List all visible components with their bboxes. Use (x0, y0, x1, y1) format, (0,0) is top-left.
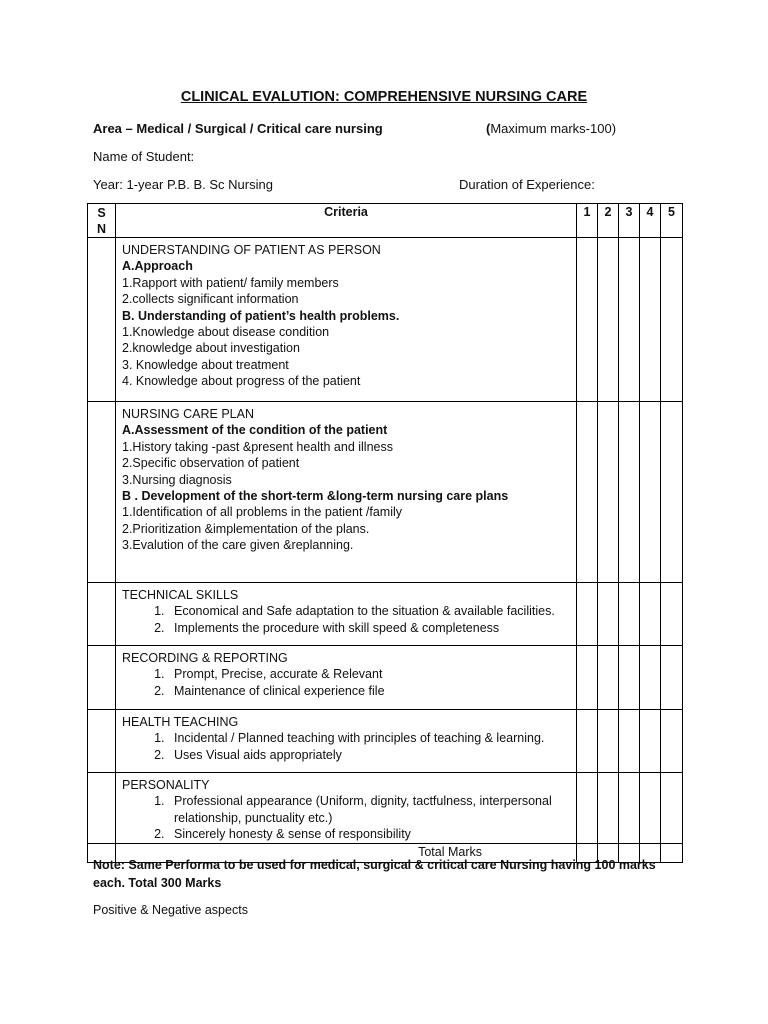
table-row (88, 773, 683, 844)
sn-cell (88, 773, 116, 844)
section-heading: NURSING CARE PLAN (122, 407, 254, 421)
criteria-header: Criteria (116, 204, 577, 238)
score-cell[interactable] (577, 646, 598, 710)
criteria-cell-health-teaching (116, 710, 577, 773)
score-cell[interactable] (640, 402, 661, 583)
subheading: B. Understanding of patient’s health problems. (122, 308, 400, 323)
criteria-item: 1. Incidental / Planned teaching with principles of teaching & learning. (168, 730, 570, 746)
score-cell[interactable] (619, 773, 640, 844)
score-header-1: 1 (577, 204, 598, 238)
score-header-4: 4 (640, 204, 661, 238)
score-cell[interactable] (598, 402, 619, 583)
score-cell[interactable] (661, 843, 683, 862)
score-cell[interactable] (598, 646, 619, 710)
criteria-item: 2. Uses Visual aids appropriately (168, 747, 570, 763)
sn-header: S N (88, 204, 116, 238)
criteria-cell-understanding (116, 238, 577, 402)
table-row (88, 238, 683, 402)
score-cell[interactable] (640, 583, 661, 646)
sn-cell (88, 710, 116, 773)
year-label: Year: 1-year P.B. B. Sc Nursing (93, 177, 273, 192)
score-cell[interactable] (661, 402, 683, 583)
criteria-item: 2.knowledge about investigation (122, 341, 300, 356)
score-cell[interactable] (598, 583, 619, 646)
criteria-item: 2. Sincerely honesty & sense of responsibility (168, 826, 570, 842)
subheading: A.Approach (122, 259, 193, 274)
criteria-item: 4. Knowledge about progress of the patient (122, 374, 361, 389)
section-heading: UNDERSTANDING OF PATIENT AS PERSON (122, 243, 381, 257)
score-cell[interactable] (661, 773, 683, 844)
criteria-item: 3.Evalution of the care given &replanning. (122, 538, 354, 553)
area-label: Area – Medical / Surgical / Critical care nursing (93, 121, 383, 136)
criteria-item: 2.Prioritization &implementation of the plans. (122, 521, 370, 536)
table-row (88, 710, 683, 773)
section-heading: HEALTH TEACHING (122, 715, 239, 729)
score-cell[interactable] (661, 710, 683, 773)
criteria-item: 2. Maintenance of clinical experience file (168, 683, 570, 699)
sn-cell (88, 402, 116, 583)
criteria-item: 1. Economical and Safe adaptation to the situation & available facilities. (168, 603, 570, 619)
criteria-item: 2. Implements the procedure with skill speed & completeness (168, 620, 570, 636)
score-cell[interactable] (598, 238, 619, 402)
criteria-item: 3. Knowledge about treatment (122, 357, 289, 372)
criteria-cell-recording (116, 646, 577, 710)
score-cell[interactable] (640, 646, 661, 710)
section-heading: PERSONALITY (122, 778, 210, 792)
table-row (88, 402, 683, 583)
score-cell[interactable] (577, 402, 598, 583)
section-heading: TECHNICAL SKILLS (122, 588, 239, 602)
page-title: CLINICAL EVALUTION: COMPREHENSIVE NURSING CARE (180, 89, 588, 105)
score-cell[interactable] (598, 773, 619, 844)
score-cell[interactable] (619, 710, 640, 773)
score-cell[interactable] (619, 402, 640, 583)
criteria-item: 2.collects significant information (122, 292, 299, 307)
score-cell[interactable] (619, 238, 640, 402)
criteria-item: 1.Identification of all problems in the patient /family (122, 505, 403, 520)
max-marks-paren: ( (486, 121, 491, 136)
criteria-item: 3.Nursing diagnosis (122, 472, 232, 487)
score-cell[interactable] (619, 583, 640, 646)
score-cell[interactable] (598, 710, 619, 773)
max-marks-text: Maximum marks-100) (490, 121, 617, 136)
evaluation-table (87, 203, 683, 863)
score-cell[interactable] (640, 710, 661, 773)
table-header-row (88, 204, 683, 238)
score-header-3: 3 (619, 204, 640, 238)
criteria-item: 1.Knowledge about disease condition (122, 325, 330, 340)
subheading: B . Development of the short-term &long-term nursing care plans (122, 489, 509, 504)
max-marks (486, 121, 616, 136)
sn-cell (88, 583, 116, 646)
criteria-item: 1.Rapport with patient/ family members (122, 275, 339, 290)
score-cell[interactable] (640, 238, 661, 402)
area-line (93, 121, 383, 136)
criteria-cell-care-plan (116, 402, 577, 583)
criteria-item: 1.History taking -past &present health and illness (122, 439, 393, 454)
score-cell[interactable] (640, 773, 661, 844)
score-cell[interactable] (661, 583, 683, 646)
criteria-item: 2.Specific observation of patient (122, 456, 300, 471)
student-name-label: Name of Student: (93, 149, 195, 164)
score-cell[interactable] (577, 583, 598, 646)
score-header-5: 5 (661, 204, 683, 238)
table-row (88, 646, 683, 710)
sn-cell (88, 646, 116, 710)
criteria-item: 1. Prompt, Precise, accurate & Relevant (168, 666, 570, 682)
total-marks-label: Total Marks (116, 843, 577, 862)
score-cell[interactable] (619, 646, 640, 710)
criteria-cell-technical-skills (116, 583, 577, 646)
score-cell[interactable] (577, 238, 598, 402)
score-cell[interactable] (577, 773, 598, 844)
score-cell[interactable] (661, 238, 683, 402)
criteria-cell-personality (116, 773, 577, 844)
sn-cell (88, 238, 116, 402)
note-text: Note: Same Performa to be used for medical, surgical & critical care Nursing having 100 marks each. Total 300 Marks (93, 858, 656, 890)
table-row (88, 583, 683, 646)
criteria-item: 1. Professional appearance (Uniform, dignity, tactfulness, interpersonal relationship, punctuality etc.) (168, 793, 570, 826)
subheading: A.Assessment of the condition of the patient (122, 423, 388, 438)
score-header-2: 2 (598, 204, 619, 238)
score-cell[interactable] (661, 646, 683, 710)
positive-negative-label: Positive & Negative aspects (93, 903, 248, 917)
score-cell[interactable] (577, 710, 598, 773)
section-heading: RECORDING & REPORTING (122, 651, 288, 665)
duration-label: Duration of Experience: (459, 177, 595, 192)
